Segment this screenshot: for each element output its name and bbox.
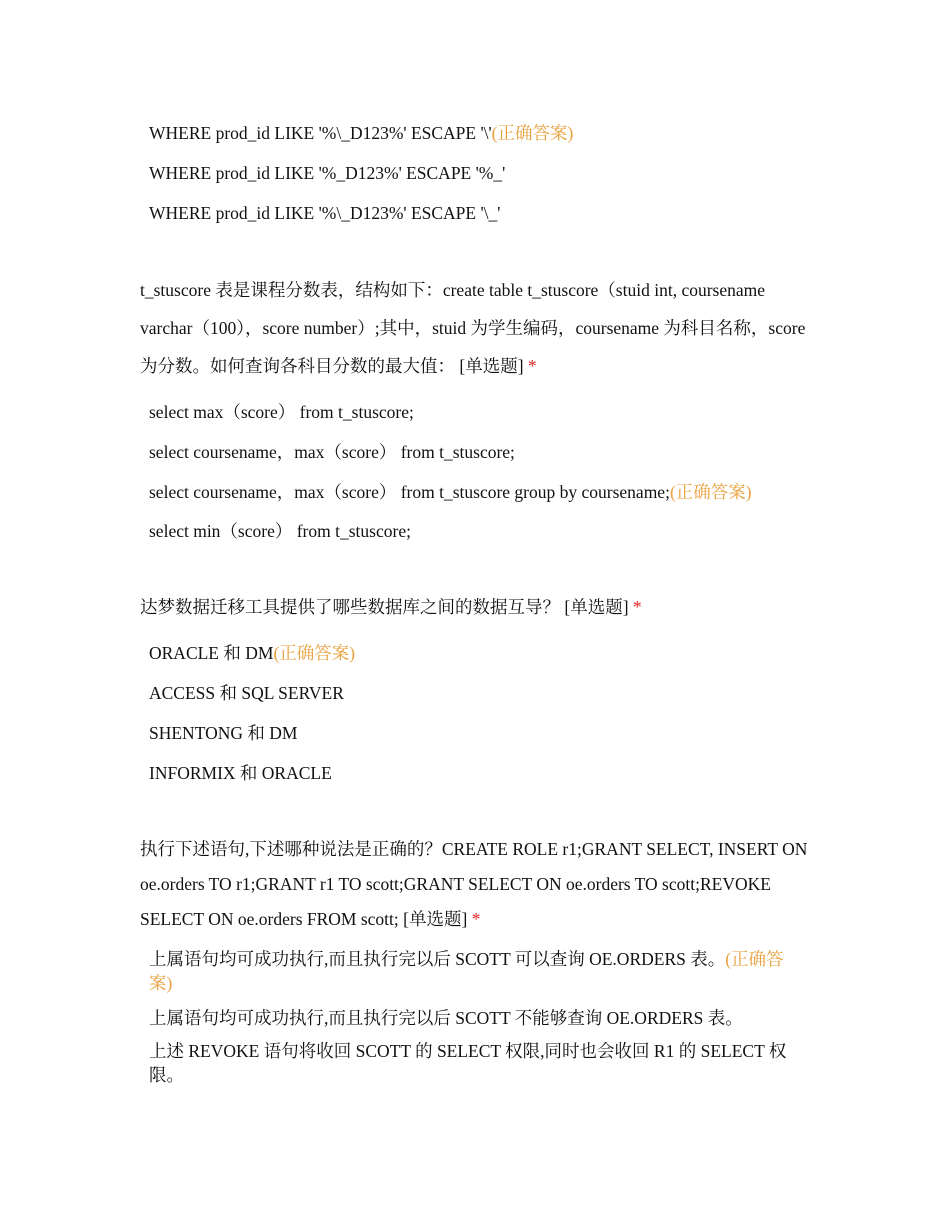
q3-option-3: 上述 REVOKE 语句将收回 SCOTT 的 SELECT 权限,同时也会收回 R1 的 SELECT 权限。 — [149, 1041, 787, 1085]
correct-answer-mark: (正确答案) — [149, 949, 784, 993]
option-a1: WHERE prod_id LIKE '%\_D123%' ESCAPE '\'(正确答案) — [149, 123, 574, 143]
question-type: [单选题] — [403, 909, 468, 929]
question-type: [单选题] — [564, 597, 629, 617]
question-3: 执行下述语句,下述哪种说法是正确的？CREATE ROLE r1;GRANT SELECT, INSERT ON oe.orders TO r1;GRANT r1 TO scott;GRANT SELECT ON oe.orders TO scott;REVOKE SELECT ON oe.orders FROM scott; [单选题] * — [140, 839, 808, 929]
q3-option-1: 上属语句均可成功执行,而且执行完以后 SCOTT 可以查询 OE.ORDERS 表。(正确答案) — [149, 949, 784, 993]
q2-option-2: ACCESS 和 SQL SERVER — [149, 683, 344, 703]
required-star: * — [632, 597, 642, 617]
question-2: 达梦数据迁移工具提供了哪些数据库之间的数据互导？ [单选题] * — [140, 597, 642, 617]
q1-option-2: select coursename，max（score） from t_stuscore; — [149, 442, 515, 462]
question-type: [单选题] — [459, 356, 524, 376]
q1-option-3: select coursename，max（score） from t_stuscore group by coursename;(正确答案) — [149, 482, 752, 502]
q1-option-4: select min（score） from t_stuscore; — [149, 521, 411, 541]
q3-option-2: 上属语句均可成功执行,而且执行完以后 SCOTT 不能够查询 OE.ORDERS 表。 — [149, 1008, 743, 1028]
question-1: t_stuscore 表是课程分数表，结构如下：create table t_stuscore（stuid int, coursename varchar（100），score number）;其中，stuid 为学生编码，coursename 为科目名称，score 为分数。如何查询各科目分数的最大值： [单选题] * — [140, 280, 806, 376]
q2-option-4: INFORMIX 和 ORACLE — [149, 763, 332, 783]
q1-option-1: select max（score） from t_stuscore; — [149, 402, 414, 422]
correct-answer-mark: (正确答案) — [669, 482, 752, 502]
correct-answer-mark: (正确答案) — [491, 123, 574, 143]
option-a2: WHERE prod_id LIKE '%_D123%' ESCAPE '%_' — [149, 163, 506, 183]
required-star: * — [527, 356, 537, 376]
option-a3: WHERE prod_id LIKE '%\_D123%' ESCAPE '\_' — [149, 203, 501, 223]
q2-option-1: ORACLE 和 DM(正确答案) — [149, 643, 356, 663]
correct-answer-mark: (正确答案) — [273, 643, 356, 663]
required-star: * — [471, 909, 481, 929]
q2-option-3: SHENTONG 和 DM — [149, 723, 298, 743]
